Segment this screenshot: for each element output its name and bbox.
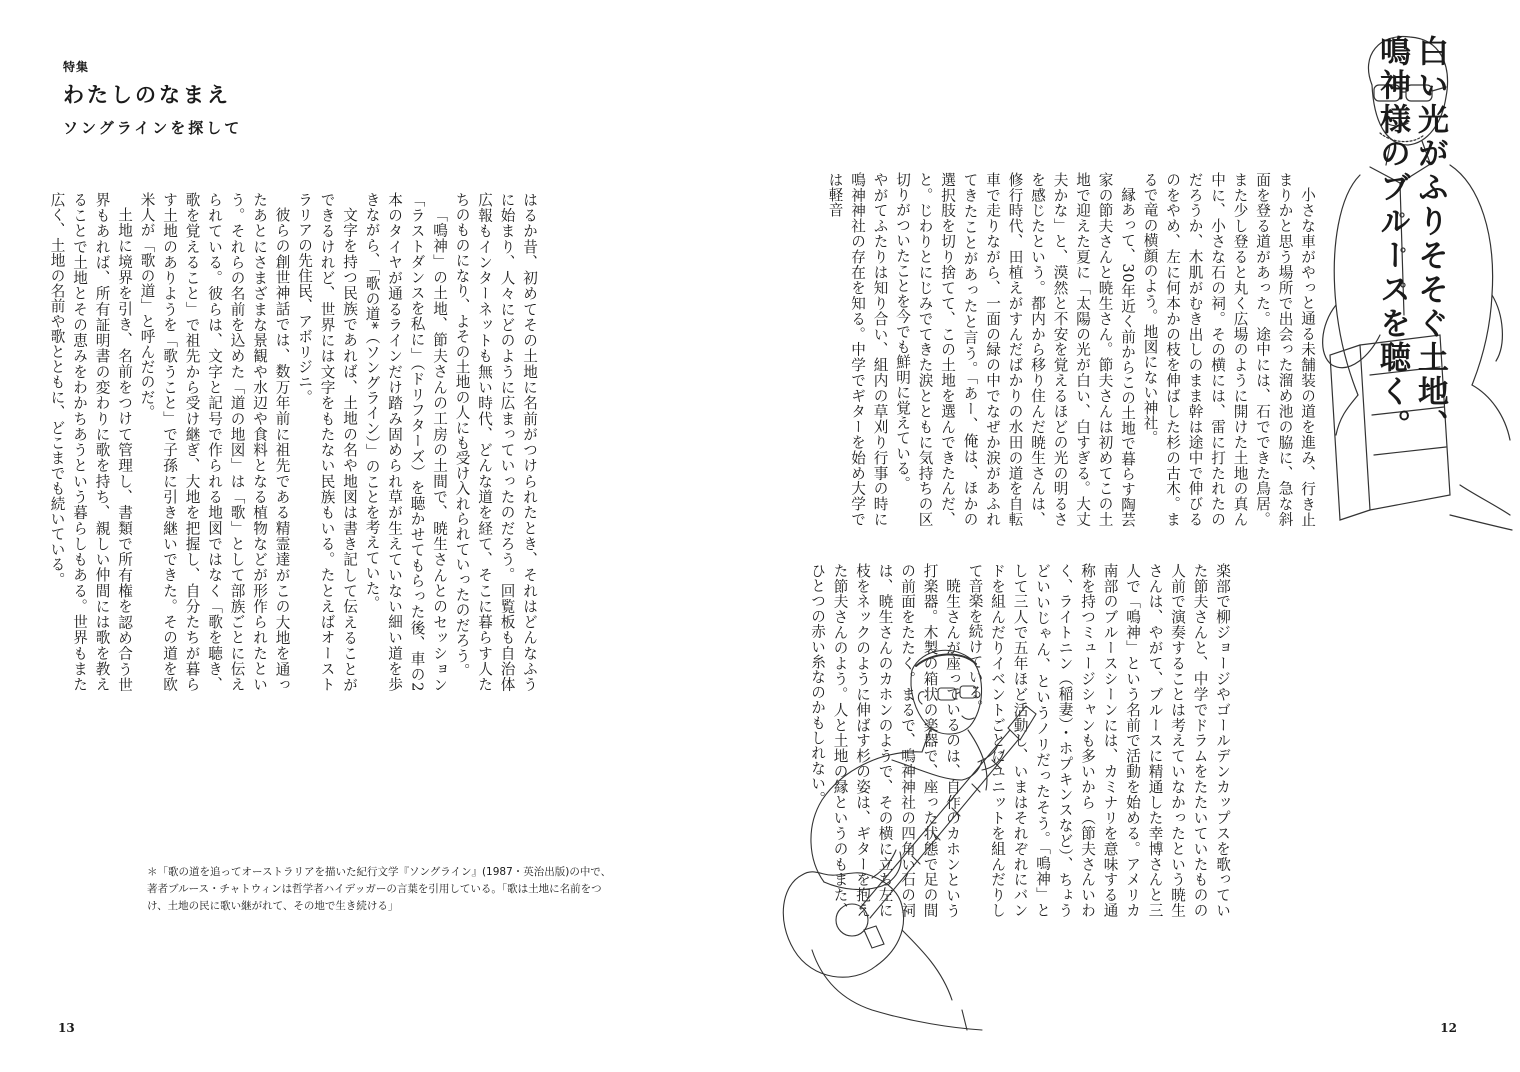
body-paragraph: 楽部で柳ジョージやゴールデンカップスを歌っていた節夫さんと、中学でドラムをたたいていたものの人前で演奏することは考えていなかったという暁生さんは、やがて、ブルースに精通した幸博さんと三人で「鳴神」という名前で活動を始める。アメリカ南部のブルースシーンには、カミナリを意味する通称を持つミュージシャンも多いから（節夫さんいわく、ライトニン（稲妻）・ホプキンスなど）、ちょうどいいじゃん、というノリだったそう。「鳴神」として三人で五年ほど活動し、いまはそれぞれにバンドを組んだりイベントごとにユニットを組んだりして音楽を続けている。	[966, 563, 1231, 918]
body-paragraph: 「鳴神」の土地、節夫さんの工房の土間で、暁生さんとのセッション「ラストダンスを私に」（ドリフターズ）を聴かせてもらった後、車の2本のタイヤが通るラインだけ踏み固められ草が生えていない細い道を歩きながら、「歌の道*（ソングライン）」のことを考えていた。	[363, 192, 448, 692]
feature-header	[63, 58, 242, 138]
article-headline	[1367, 35, 1449, 475]
right-body-text-top	[826, 172, 1318, 527]
left-body-text	[48, 192, 540, 692]
right-body-text-bottom	[809, 563, 1233, 918]
page-number-right: 12	[1440, 1021, 1457, 1035]
body-paragraph: 土地に境界を引き、名前をつけて管理し、書類で所有権を認め合う世界もあれば、所有証明書の変わりに歌を持ち、親しい仲間には歌を教えることで土地とその恵みをわかちあうという暮らしもある。世界もまた広く、土地の名前や歌とともに、どこまでも続いている。	[48, 192, 133, 692]
feature-tag: 特集	[63, 60, 90, 74]
body-paragraph: やがてふたりは知り合い、組内の草刈り行事の時に鳴神神社の存在を知る。中学でギターを始め大学では軽音	[826, 172, 889, 527]
headline-line-2: 鳴神様のブルースを聴く。	[1374, 35, 1410, 443]
page-number-left: 13	[58, 1021, 75, 1035]
body-paragraph: 文字を持つ民族であれば、土地の名や地図は書き記して伝えることができるけれど、世界には文字をもたない民族もいる。たとえばオーストラリアの先住民、アボリジニ。	[296, 192, 358, 692]
body-paragraph: はるか昔、初めてその土地に名前がつけられたとき、それはどんなふうに始まり、人々にどのように広まっていったのだろう。回覧板も自治体広報もインターネットも無い時代、どんな道を経て、そこに暮らす人たちのものになり、よその土地の人にも受け入れられていったのだろう。	[453, 192, 538, 692]
headline-line-1: 白い光がふりそそぐ土地、	[1412, 35, 1448, 443]
feature-title: わたしのなまえ	[63, 83, 231, 107]
right-page	[760, 0, 1520, 1072]
guitarist-illustration	[772, 630, 1062, 1035]
body-paragraph: 縁あって、30年近く前からこの土地で暮らす陶芸家の節夫さんと暁生さん。節夫さんは初めてこの土地で迎えた夏に「太陽の光が白い、白すぎる。大丈夫かな」と、漠然と不安を覚えるほどの光の明るさを感じたという。都内から移り住んだ暁生さんは、修行時代、田植えがすんだばかりの水田の道を自転車で走りながら、一面の緑の中でなぜか涙があふれてきたことがあったと言う。「あー、俺は、ほかの選択肢を切り捨てて、この土地を選んできたんだ、と。じわりとにじみでてきた涙とともに気持ちの区切りがついたことを今でも鮮明に覚えている。	[894, 172, 1136, 527]
body-paragraph: 彼らの創世神話では、数万年前に祖先である精霊達がこの大地を通ったあとにさまざまな景観や水辺や食料となる植物などが形作られたという。それらの名前を込めた「道の地図」は「歌」として部族ごとに伝えられている。彼らは、文字と記号で作られる地図ではなく「歌を聴き、歌を覚えること」で祖先から受け継ぎ、大地を把握し、自分たちが暮らす土地のありようを「歌うこと」で子孫に引き継いできた。その道を欧米人が「歌の道」と呼んだのだ。	[138, 192, 291, 692]
footnote: ＊「歌の道を追ってオーストラリアを描いた紀行文学『ソングライン』(1987・英治出版)の中で、著者ブルース・チャトウィンは哲学者ハイデッガーの言葉を引用している。「歌は土地に名前をつけ、土地の民に歌い継がれて、その地で生き続ける」	[147, 866, 612, 912]
body-paragraph: 暁生さんが座っているのは、自作のカホンという打楽器。木製の箱状の楽器で、座った状態で足の間の前面をたたく。まるで、鳴神神社の四角い石の祠は、暁生さんのカホンのようで、その横に立ち左に枝をネックのように伸ばす杉の姿は、ギターを抱えた節夫さんのよう。人と土地の縁というのもまた、ひとつの赤い糸なのかもしれない。	[809, 563, 961, 918]
feature-subtitle: ソングラインを探して	[63, 119, 243, 137]
body-paragraph: 小さな車がやっと通る未舗装の道を進み、行き止まりかと思う場所で出会った溜め池の脇に、急な斜面を登る道があった。途中には、石でできた鳥居。また少し登ると丸く広場のように開けた土地の真ん中に、小さな石の祠。その横には、雷に打たれたのだろうか、木肌がむき出しのまま幹は途中で伸びるのをやめ、左に何本かの枝を伸ばした杉の古木。まるで竜の横顔のよう。地図にない神社。	[1141, 172, 1316, 527]
